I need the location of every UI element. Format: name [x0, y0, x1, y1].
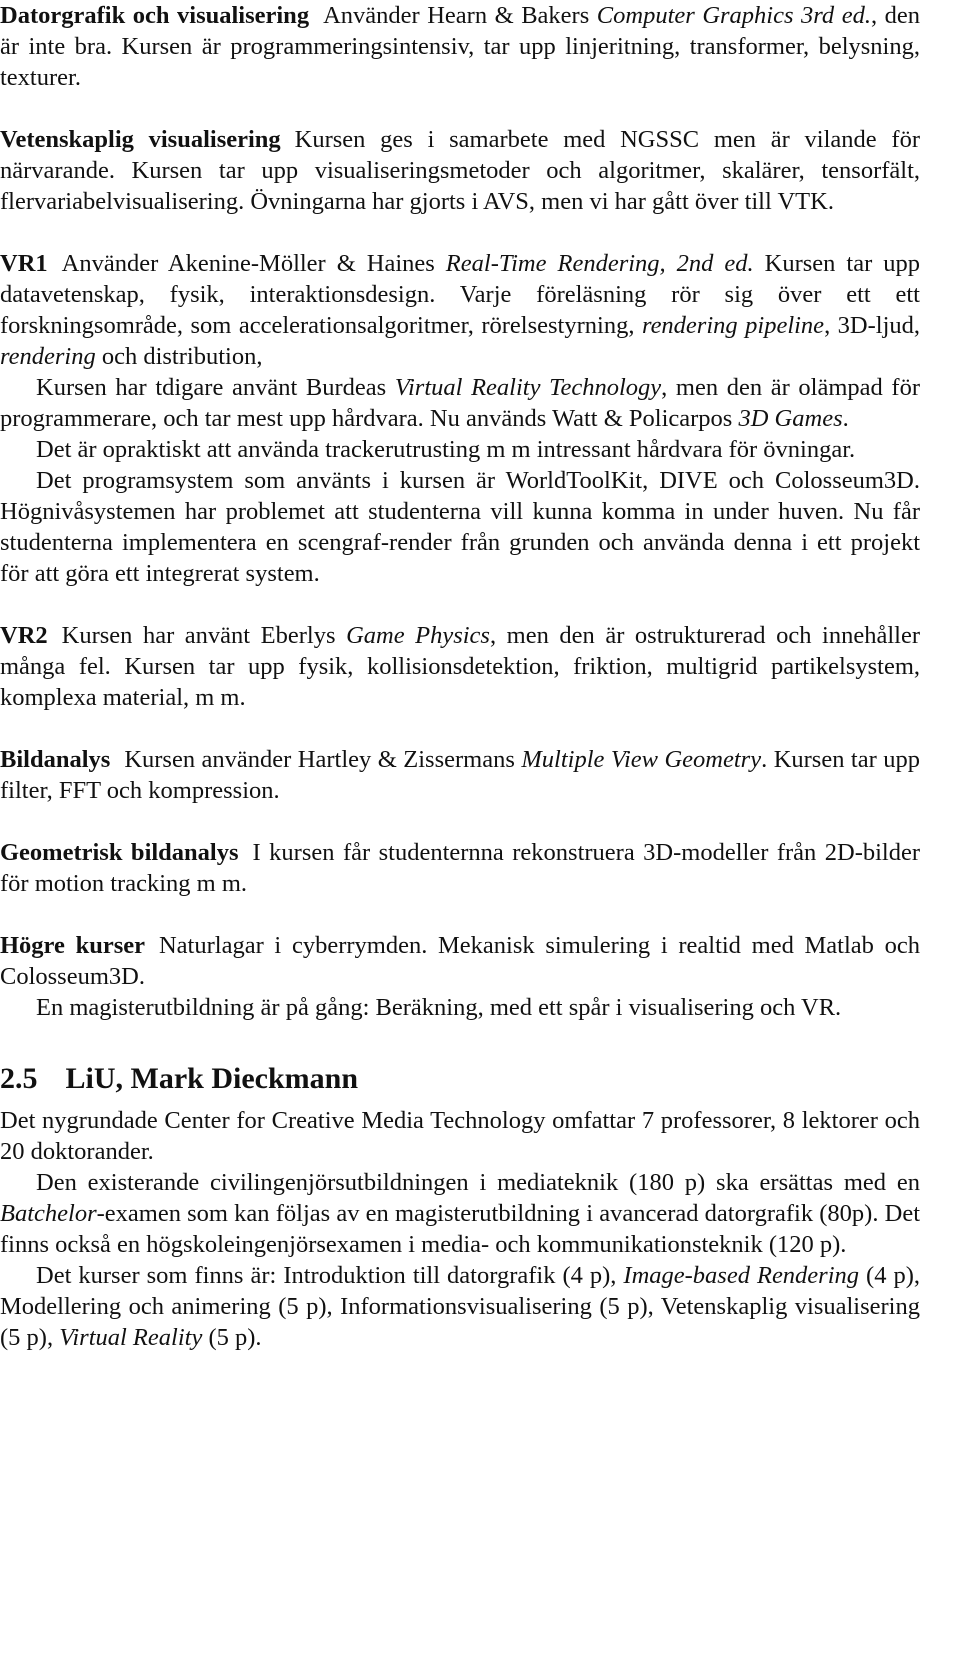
- course-heading: VR1: [0, 250, 48, 277]
- text-run: . Kursen tar upp filter, FFT och kompression.: [0, 746, 920, 804]
- text-run: Det kurser som finns är: Introduktion till datorgrafik (4 p),: [36, 1262, 624, 1289]
- course-paragraph: [0, 0, 920, 93]
- text-run: och distribution,: [95, 343, 263, 370]
- section-title: LiU, Mark Dieckmann: [65, 1062, 358, 1095]
- italic-title: Virtual Reality Technology: [394, 374, 662, 401]
- block-spacer: [0, 93, 920, 124]
- section-paragraph: [0, 1260, 920, 1353]
- text-run: Kursen tar upp datavetenskap, fysik, interaktionsdesign. Varje föreläsning rör sig över ett ett forskningsområde, som accelerationsalgoritmer, rörelsestyrning,: [0, 250, 920, 339]
- text-run: I kursen får studenternna rekonstruera 3D-modeller från 2D-bilder för motion tracking m m.: [0, 839, 920, 897]
- course-paragraph: [0, 837, 920, 899]
- section-heading: [0, 1059, 920, 1099]
- course-paragraph: [0, 465, 920, 589]
- block-spacer: [0, 217, 920, 248]
- italic-title: 3D Games: [738, 405, 843, 432]
- italic-title: Batchelor: [0, 1200, 97, 1227]
- italic-title: Image-based Rendering: [623, 1262, 860, 1289]
- course-paragraph: [0, 248, 920, 372]
- italic-title: rendering pipeline: [641, 312, 825, 339]
- course-heading: Högre kurser: [0, 932, 145, 959]
- block-spacer: [0, 806, 920, 837]
- course-paragraph: [0, 620, 920, 713]
- course-paragraph: [0, 434, 920, 465]
- text-run: , den är inte bra. Kursen är programmeringsintensiv, tar upp linjeritning, transformer, belysning, texturer.: [0, 2, 921, 91]
- text-run: , 3D-ljud,: [824, 312, 921, 339]
- text-run: , men den är ostrukturerad och innehåller många fel. Kursen tar upp fysik, kollisionsdetektion, friktion, multigrid partikelsystem, komplexa material, m m.: [0, 622, 920, 711]
- italic-title: Real-Time Rendering, 2nd ed.: [445, 250, 754, 277]
- course-heading: Vetenskaplig visualisering: [0, 126, 281, 153]
- text-run: .: [842, 405, 849, 432]
- block-spacer: [0, 899, 920, 930]
- course-heading: Geometrisk bildanalys: [0, 839, 239, 866]
- text-run: Det programsystem som använts i kursen är WorldToolKit, DIVE och Colosseum3D. Högnivåsystemen har problemet att studenterna vill kunna komma in under huven. Nu får studenterna implementera en scengraf-render från grunden och använda denna i ett projekt för att göra ett integrerat system.: [0, 467, 920, 587]
- text-run: Kursen använder Hartley & Zissermans: [124, 746, 522, 773]
- text-run: Kursen har använt Eberlys: [61, 622, 347, 649]
- text-run: Den existerande civilingenjörsutbildningen i mediateknik (180 p) ska ersättas med en: [36, 1169, 920, 1196]
- text-run: Kursen har tdigare använt Burdeas: [36, 374, 395, 401]
- course-heading: Datorgrafik och visualisering: [0, 2, 310, 29]
- text-run: (5 p).: [202, 1324, 262, 1351]
- text-run: Använder Akenine-Möller & Haines: [61, 250, 446, 277]
- section-paragraph: [0, 1105, 920, 1167]
- course-paragraph: [0, 744, 920, 806]
- section-paragraph: [0, 1167, 920, 1260]
- text-run: Använder Hearn & Bakers: [323, 2, 597, 29]
- italic-title: Computer Graphics 3rd ed.: [596, 2, 871, 29]
- course-paragraph: [0, 124, 920, 217]
- text-run: En magisterutbildning är på gång: Beräkning, med ett spår i visualisering och VR.: [36, 994, 842, 1021]
- course-paragraph: [0, 992, 920, 1023]
- text-run: , men den är olämpad för programmerare, och tar mest upp hårdvara. Nu används Watt & Policarpos: [0, 374, 920, 432]
- course-paragraph: [0, 372, 920, 434]
- block-spacer: [0, 713, 920, 744]
- italic-title: Virtual Reality: [59, 1324, 203, 1351]
- course-heading: Bildanalys: [0, 746, 111, 773]
- italic-title: rendering: [0, 343, 96, 370]
- text-run: Det är opraktiskt att använda trackerutrusting m m intressant hårdvara för övningar.: [36, 436, 856, 463]
- italic-title: Game Physics: [346, 622, 490, 649]
- text-run: -examen som kan följas av en magisterutbildning i avancerad datorgrafik (80p). Det finns också en högskoleingenjörsexamen i media- och kommunikationsteknik (120 p).: [0, 1200, 920, 1258]
- section-number: 2.5: [0, 1062, 38, 1095]
- course-paragraph: [0, 930, 920, 992]
- text-run: Det nygrundade Center for Creative Media Technology omfattar 7 professorer, 8 lektorer och 20 doktorander.: [0, 1107, 920, 1165]
- text-run: (4 p), Modellering och animering (5 p), Informationsvisualisering (5 p), Vetenskaplig visualisering (5 p),: [0, 1262, 920, 1351]
- course-heading: VR2: [0, 622, 48, 649]
- block-spacer: [0, 589, 920, 620]
- text-run: Kursen ges i samarbete med NGSSC men är vilande för närvarande. Kursen tar upp visualiseringsmetoder och algoritmer, skalärer, tensorfält, flervariabelvisualisering. Övningarna har gjorts i AVS, men vi har gått över till VTK.: [0, 126, 920, 215]
- text-run: Naturlagar i cyberrymden. Mekanisk simulering i realtid med Matlab och Colosseum3D.: [0, 932, 920, 990]
- italic-title: Multiple View Geometry: [521, 746, 762, 773]
- section-body: [0, 1105, 920, 1353]
